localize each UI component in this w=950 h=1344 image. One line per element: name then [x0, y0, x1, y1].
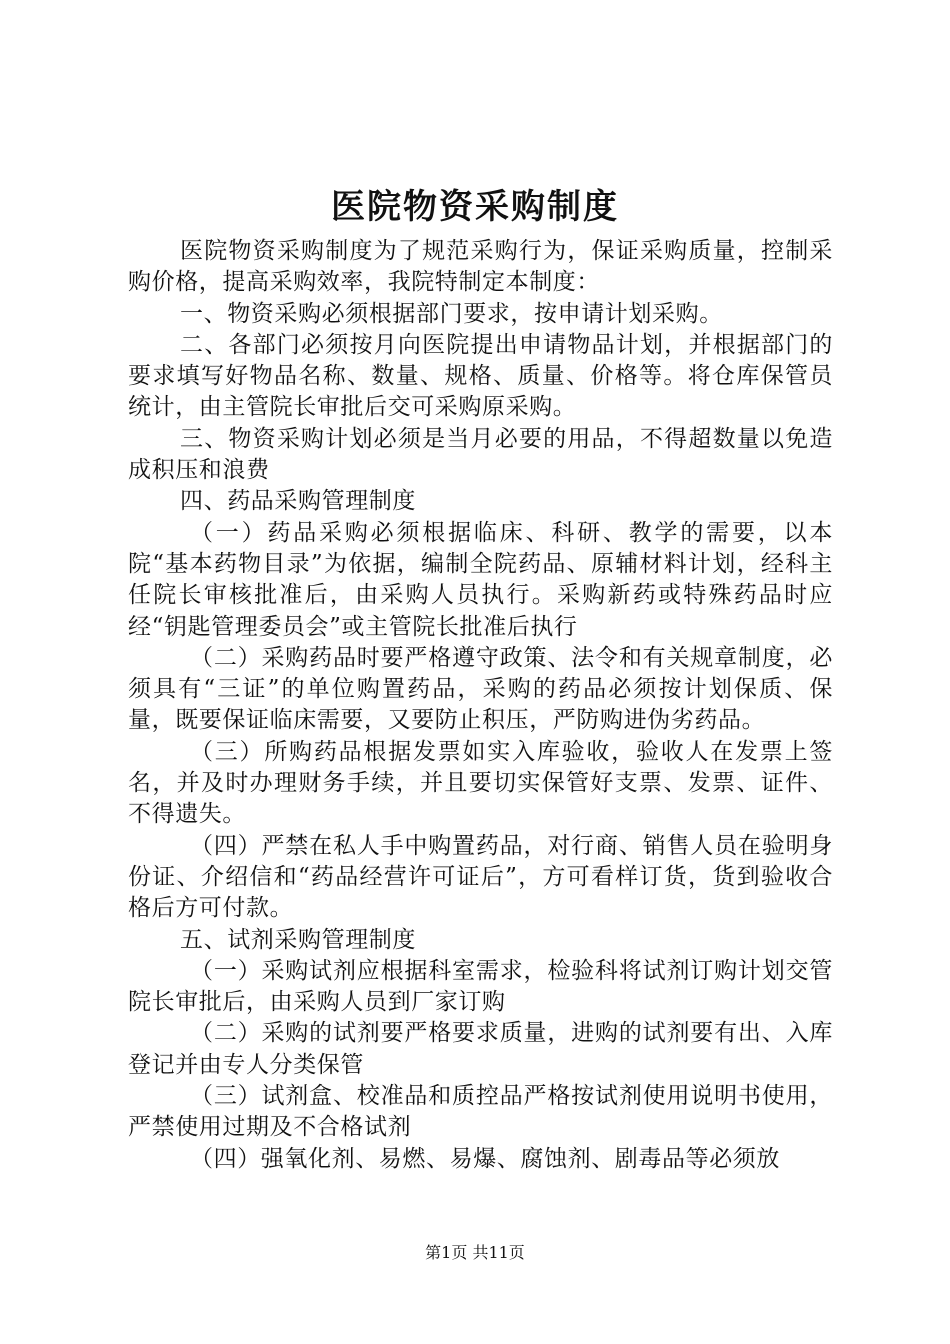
section-4-item-4: （四）严禁在私人手中购置药品，对行商、销售人员在验明身份证、介绍信和“药品经营许可证后”，方可看样订货，货到验收合格后方可付款。 — [128, 832, 833, 922]
clause-3: 三、物资采购计划必须是当月必要的用品，不得超数量以免造成积压和浪费 — [128, 425, 833, 484]
clause-2: 二、各部门必须按月向医院提出申请物品计划，并根据部门的要求填写好物品名称、数量、规格、质量、价格等。将仓库保管员统计，由主管院长审批后交可采购原采购。 — [128, 331, 833, 421]
section-4-item-1: （一）药品采购必须根据临床、科研、教学的需要，以本院“基本药物目录”为依据，编制全院药品、原辅材料计划，经科主任院长审核批准后，由采购人员执行。采购新药或特殊药品时应经“钥匙管理委员会”或主管院长批准后执行 — [128, 519, 833, 640]
section-5-heading: 五、试剂采购管理制度 — [180, 926, 416, 953]
section-5-item-4: （四）强氧化剂、易燃、易爆、腐蚀剂、剧毒品等必须放 — [190, 1145, 780, 1172]
section-5-item-1: （一）采购试剂应根据科室需求，检验科将试剂订购计划交管院长审批后，由采购人员到厂家订购 — [128, 957, 833, 1016]
section-4-item-2: （二）采购药品时要严格遵守政策、法令和有关规章制度，必须具有“三证”的单位购置药品，采购的药品必须按计划保质、保量，既要保证临床需要，又要防止积压，严防购进伪劣药品。 — [128, 644, 833, 734]
section-4-item-3: （三）所购药品根据发票如实入库验收，验收人在发票上签名，并及时办理财务手续，并且要切实保管好支票、发票、证件、不得遗失。 — [128, 738, 833, 828]
document-body — [128, 236, 833, 1175]
section-5-item-2: （二）采购的试剂要严格要求质量，进购的试剂要有出、入库登记并由专人分类保管 — [128, 1020, 833, 1078]
section-4-heading: 四、药品采购管理制度 — [180, 488, 416, 515]
clause-1: 一、物资采购必须根据部门要求，按申请计划采购。 — [180, 300, 723, 327]
page-number-footer: 第1页 共11页 — [425, 1243, 525, 1262]
section-5-item-3: （三）试剂盒、校准品和质控品严格按试剂使用说明书使用，严禁使用过期及不合格试剂 — [128, 1083, 833, 1141]
intro-paragraph: 医院物资采购制度为了规范采购行为，保证采购质量，控制采购价格，提高采购效率，我院特制定本制度： — [128, 238, 833, 296]
document-title: 医院物资采购制度 — [331, 187, 619, 227]
